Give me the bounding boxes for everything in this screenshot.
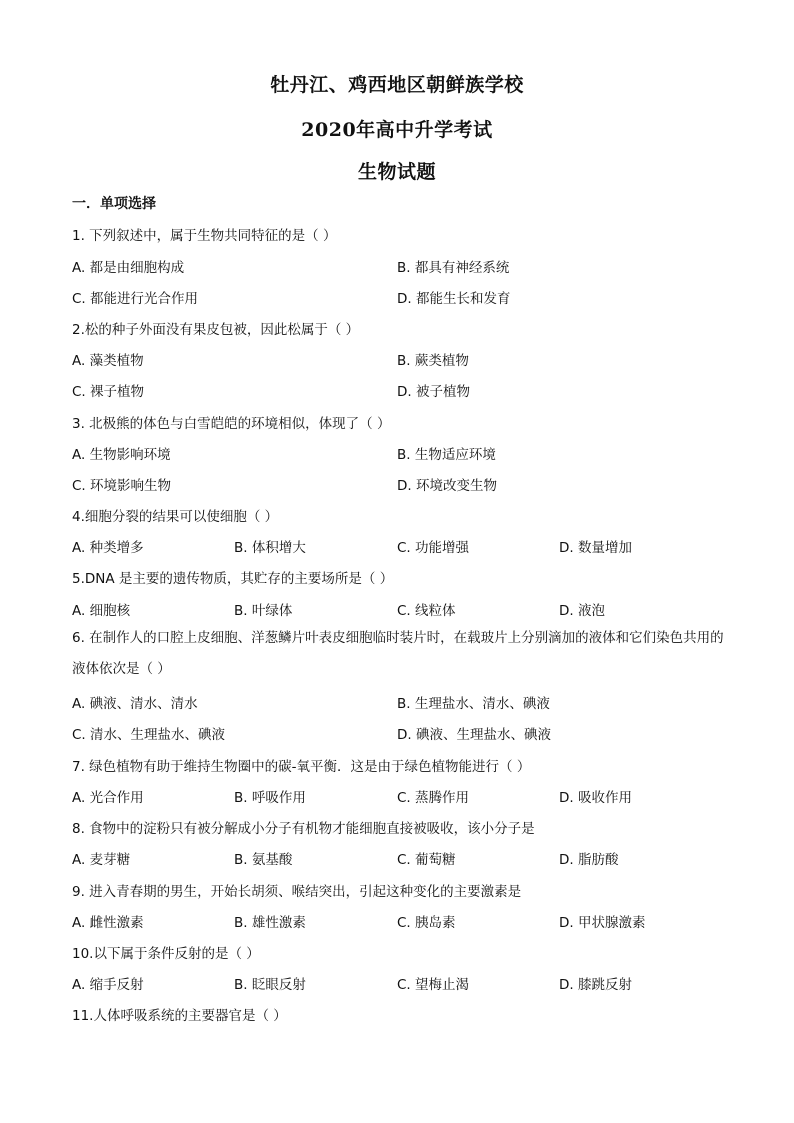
option-c: C. 胰岛素 [397, 915, 456, 931]
option-c: C. 蒸腾作用 [397, 790, 470, 806]
option-d: D. 脂肪酸 [559, 852, 619, 868]
option-d: D. 吸收作用 [559, 790, 632, 806]
question-stem: 10.以下属于条件反射的是（ ） [72, 946, 260, 962]
question-stem: 6. 在制作人的口腔上皮细胞、洋葱鳞片叶表皮细胞临时装片时，在载玻片上分别滴加的液体和它们染色共用的液体依次是（ ） [72, 630, 724, 677]
option-c: C. 望梅止渴 [397, 977, 470, 993]
option-b: B. 眨眼反射 [234, 977, 306, 993]
option-a: A. 麦芽糖 [72, 852, 131, 868]
option-a: A. 生物影响环境 [72, 447, 171, 463]
option-a: A. 细胞核 [72, 603, 131, 619]
option-b: B. 体积增大 [234, 540, 306, 556]
option-a: A. 光合作用 [72, 790, 144, 806]
option-c: C. 环境影响生物 [72, 478, 172, 494]
option-c: C. 线粒体 [397, 603, 456, 619]
question-stem: 5.DNA 是主要的遗传物质，其贮存的主要场所是（ ） [72, 571, 394, 587]
subject-title: 生物试题 [357, 161, 436, 183]
option-b: B. 叶绿体 [234, 603, 293, 619]
option-d: D. 被子植物 [397, 384, 470, 400]
option-b: B. 生物适应环境 [397, 447, 496, 463]
question-stem: 3. 北极熊的体色与白雪皑皑的环境相似，体现了（ ） [72, 416, 391, 432]
question-stem: 11.人体呼吸系统的主要器官是（ ） [72, 1008, 287, 1024]
option-a: A. 碘液、清水、清水 [72, 696, 198, 712]
option-a: A. 雌性激素 [72, 915, 144, 931]
option-d: D. 环境改变生物 [397, 478, 497, 494]
school-title: 牡丹江、鸡西地区朝鲜族学校 [270, 74, 524, 96]
option-a: A. 都是由细胞构成 [72, 260, 185, 276]
exam-title: 2020年高中升学考试 [301, 119, 493, 141]
option-d: D. 碘液、生理盐水、碘液 [397, 727, 551, 743]
option-b: B. 生理盐水、清水、碘液 [397, 696, 550, 712]
option-b: B. 蕨类植物 [397, 353, 469, 369]
question-stem: 8. 食物中的淀粉只有被分解成小分子有机物才能细胞直接被吸收，该小分子是 [72, 821, 535, 837]
section-heading: 一．单项选择 [72, 196, 156, 212]
question-stem: 2.松的种子外面没有果皮包被，因此松属于（ ） [72, 322, 360, 338]
option-b: B. 呼吸作用 [234, 790, 306, 806]
question-stem: 9. 进入青春期的男生，开始长胡须、喉结突出，引起这种变化的主要激素是 [72, 884, 522, 900]
option-c: C. 都能进行光合作用 [72, 291, 199, 307]
option-c: C. 功能增强 [397, 540, 470, 556]
option-b: B. 雄性激素 [234, 915, 306, 931]
option-c: C. 裸子植物 [72, 384, 145, 400]
option-a: A. 藻类植物 [72, 353, 144, 369]
option-d: D. 膝跳反射 [559, 977, 632, 993]
option-d: D. 甲状腺激素 [559, 915, 646, 931]
option-d: D. 数量增加 [559, 540, 632, 556]
option-c: C. 葡萄糖 [397, 852, 456, 868]
option-d: D. 都能生长和发育 [397, 291, 511, 307]
option-a: A. 缩手反射 [72, 977, 144, 993]
option-c: C. 清水、生理盐水、碘液 [72, 727, 226, 743]
question-stem: 7. 绿色植物有助于维持生物圈中的碳-氧平衡．这是由于绿色植物能进行（ ） [72, 759, 531, 775]
question-stem: 1. 下列叙述中，属于生物共同特征的是（ ） [72, 228, 337, 244]
option-b: B. 氨基酸 [234, 852, 293, 868]
option-d: D. 液泡 [559, 603, 605, 619]
question-stem: 4.细胞分裂的结果可以使细胞（ ） [72, 509, 279, 525]
option-a: A. 种类增多 [72, 540, 144, 556]
option-b: B. 都具有神经系统 [397, 260, 510, 276]
